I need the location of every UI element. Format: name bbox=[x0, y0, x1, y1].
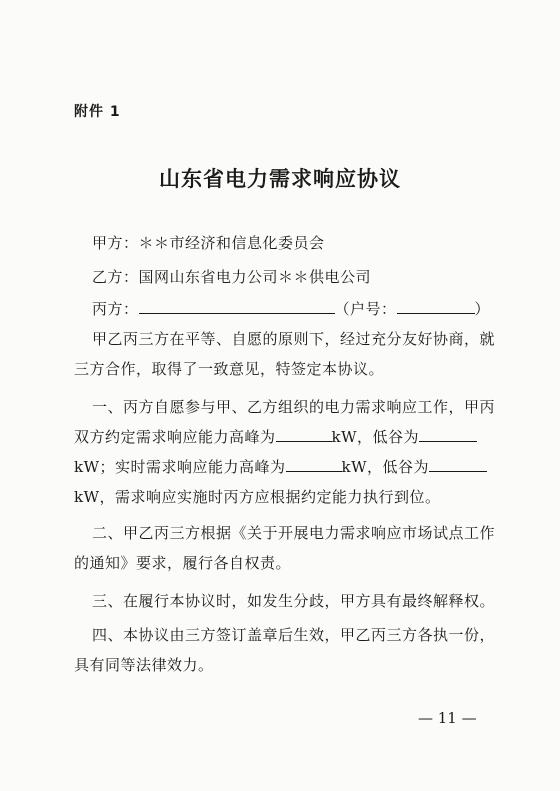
party-c-account-label: （户号： bbox=[334, 300, 397, 318]
paragraph-line: kW，需求响应实施时丙方应根据约定能力执行到位。 bbox=[74, 488, 441, 506]
party-c-label: 丙方： bbox=[92, 300, 139, 318]
document-title: 山东省电力需求响应协议 bbox=[159, 166, 401, 191]
paragraph-intro bbox=[74, 324, 494, 384]
valley-capacity-label: kW，低谷为 bbox=[331, 428, 420, 446]
realtime-valley-label: kW，低谷为 bbox=[341, 458, 430, 476]
paragraph-clause-2 bbox=[74, 518, 494, 578]
paragraph-line: 四、本协议由三方签订盖章后生效，甲乙丙三方各执一份， bbox=[92, 626, 496, 644]
party-a: 甲方：＊＊市经济和信息化委员会 bbox=[92, 234, 325, 252]
paragraph-line: 三、在履行本协议时，如发生分歧，甲方具有最终解释权。 bbox=[92, 592, 496, 610]
party-c-close: ） bbox=[474, 300, 491, 318]
party-c-account-blank[interactable] bbox=[397, 298, 475, 314]
paragraph-line: 甲乙丙三方在平等、自愿的原则下，经过充分友好协商，就 bbox=[92, 330, 496, 348]
realtime-peak-label: kW；实时需求响应能力高峰为 bbox=[74, 458, 286, 476]
paragraph-line: 具有同等法律效力。 bbox=[74, 656, 214, 674]
peak-capacity-label: 双方约定需求响应能力高峰为 bbox=[74, 428, 276, 446]
realtime-valley-blank[interactable] bbox=[429, 456, 487, 472]
paragraph-clause-1 bbox=[74, 392, 494, 512]
paragraph-line: 的通知》要求，履行各自权责。 bbox=[74, 554, 292, 572]
valley-capacity-blank[interactable] bbox=[419, 426, 477, 442]
paragraph-line: 一、丙方自愿参与甲、乙方组织的电力需求响应工作，甲丙 bbox=[92, 398, 496, 416]
party-c bbox=[92, 298, 490, 319]
realtime-peak-blank[interactable] bbox=[286, 456, 342, 472]
paragraph-line bbox=[74, 452, 494, 482]
paragraph-line: 三方合作，取得了一致意见，特签定本协议。 bbox=[74, 360, 385, 378]
peak-capacity-blank[interactable] bbox=[276, 426, 332, 442]
page-number: — 11 — bbox=[418, 709, 477, 727]
attachment-label: 附件 1 bbox=[74, 104, 121, 120]
party-c-name-blank[interactable] bbox=[139, 298, 335, 314]
party-b: 乙方：国网山东省电力公司＊＊供电公司 bbox=[92, 268, 372, 286]
paragraph-clause-4 bbox=[74, 620, 494, 680]
paragraph-clause-3 bbox=[74, 586, 494, 616]
paragraph-line: 二、甲乙丙三方根据《关于开展电力需求响应市场试点工作 bbox=[92, 524, 496, 542]
paragraph-line bbox=[74, 422, 494, 452]
